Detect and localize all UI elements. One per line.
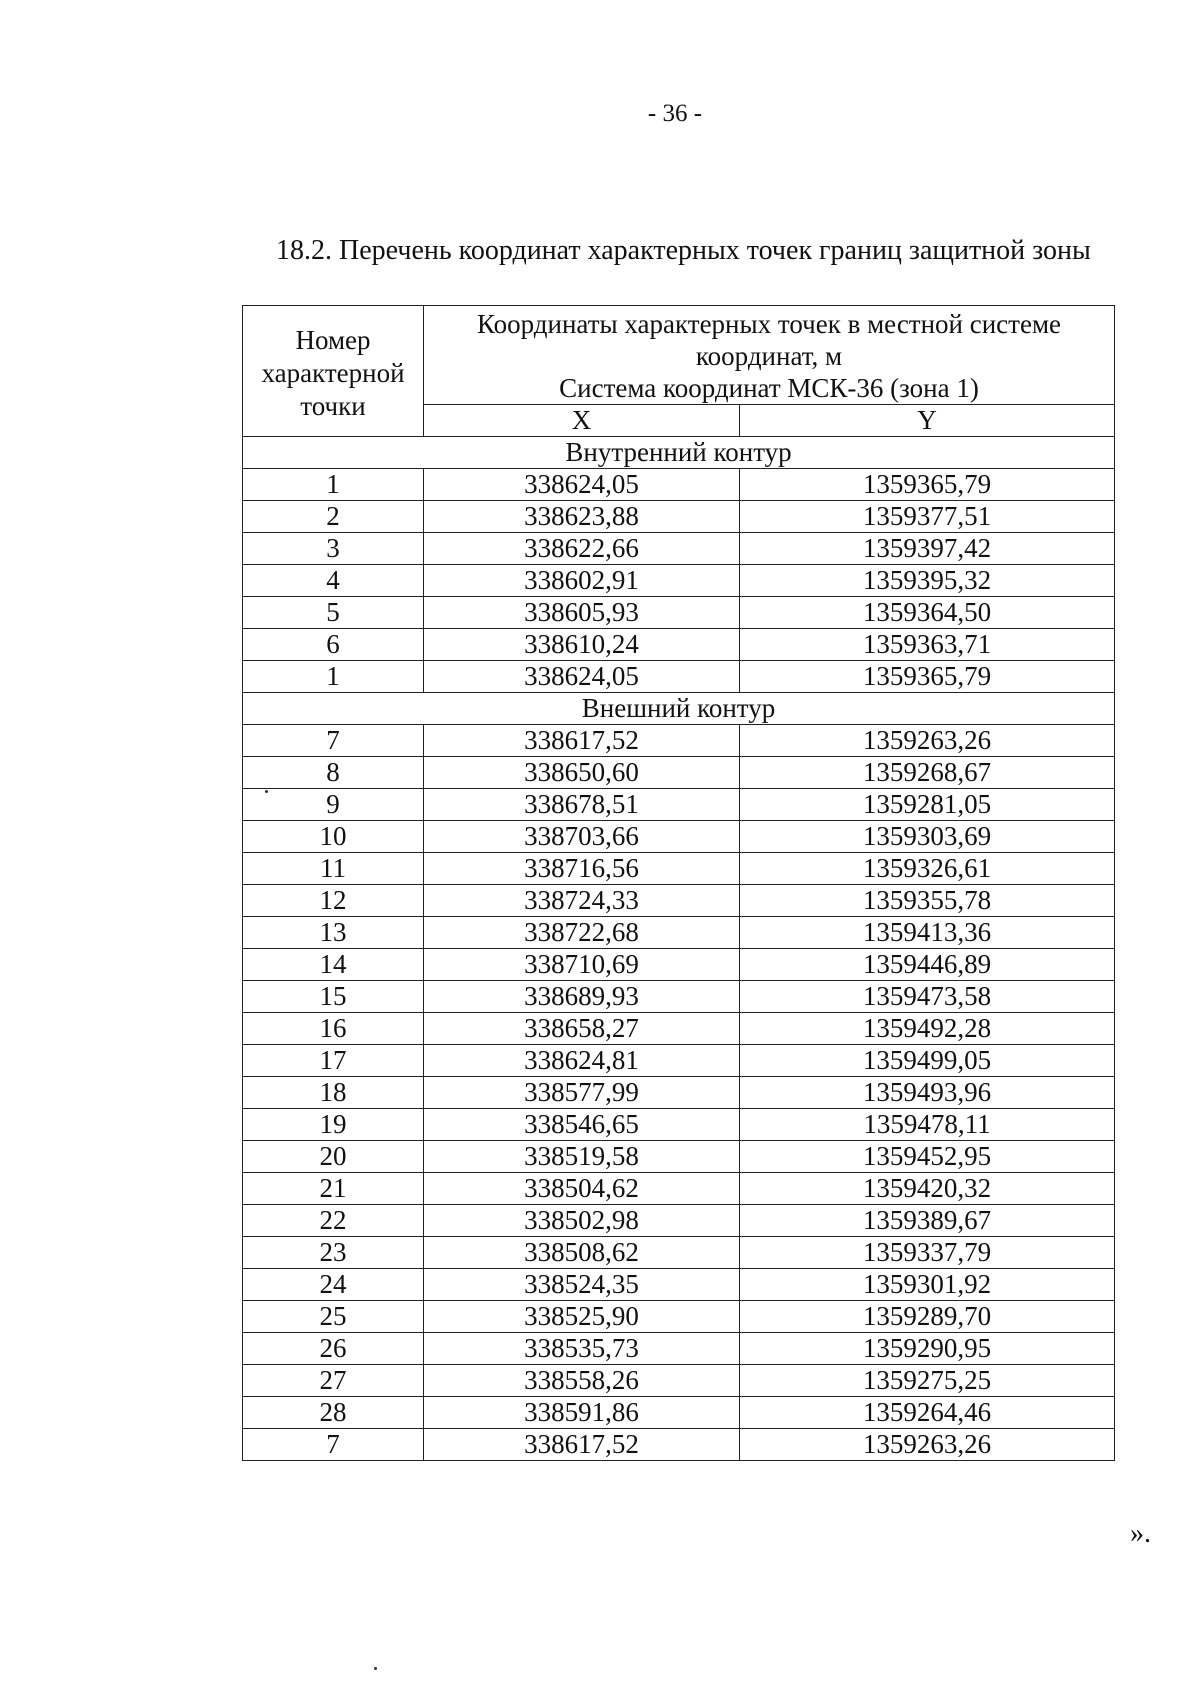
x-coordinate-cell: 338716,56	[424, 853, 740, 885]
y-coordinate-cell: 1359303,69	[740, 821, 1115, 853]
table-row	[243, 565, 1115, 597]
y-coordinate-cell: 1359337,79	[740, 1237, 1115, 1269]
x-coordinate-cell: 338623,88	[424, 501, 740, 533]
x-coordinate-cell: 338504,62	[424, 1173, 740, 1205]
x-coordinate-cell: 338591,86	[424, 1397, 740, 1429]
x-coordinate-cell: 338605,93	[424, 597, 740, 629]
table-row	[243, 1205, 1115, 1237]
x-coordinate-cell: 338524,35	[424, 1269, 740, 1301]
table-row	[243, 885, 1115, 917]
table-row	[243, 629, 1115, 661]
y-coordinate-cell: 1359397,42	[740, 533, 1115, 565]
y-coordinate-cell: 1359290,95	[740, 1333, 1115, 1365]
x-coordinate-cell: 338519,58	[424, 1141, 740, 1173]
point-number-cell: 10	[243, 821, 424, 853]
y-coordinate-cell: 1359493,96	[740, 1077, 1115, 1109]
y-coordinate-cell: 1359395,32	[740, 565, 1115, 597]
y-coordinate-cell: 1359264,46	[740, 1397, 1115, 1429]
x-coordinate-cell: 338577,99	[424, 1077, 740, 1109]
point-number-cell: 4	[243, 565, 424, 597]
section-title: Внутренний контур	[243, 437, 1115, 469]
y-coordinate-cell: 1359268,67	[740, 757, 1115, 789]
table-row	[243, 853, 1115, 885]
point-number-cell: 20	[243, 1141, 424, 1173]
y-coordinate-cell: 1359452,95	[740, 1141, 1115, 1173]
point-number-cell: 1	[243, 661, 424, 693]
x-coordinate-cell: 338558,26	[424, 1365, 740, 1397]
table-body	[243, 437, 1115, 1461]
point-number-cell: 23	[243, 1237, 424, 1269]
y-coordinate-cell: 1359492,28	[740, 1013, 1115, 1045]
y-coordinate-cell: 1359364,50	[740, 597, 1115, 629]
y-coordinate-cell: 1359365,79	[740, 661, 1115, 693]
x-coordinate-cell: 338624,81	[424, 1045, 740, 1077]
y-coordinate-cell: 1359281,05	[740, 789, 1115, 821]
point-number-cell: 21	[243, 1173, 424, 1205]
table-row	[243, 789, 1115, 821]
x-coordinate-cell: 338658,27	[424, 1013, 740, 1045]
point-number-cell: 2	[243, 501, 424, 533]
table-row	[243, 981, 1115, 1013]
point-number-cell: 27	[243, 1365, 424, 1397]
point-number-cell: 18	[243, 1077, 424, 1109]
point-number-cell: 6	[243, 629, 424, 661]
x-coordinate-cell: 338610,24	[424, 629, 740, 661]
point-number-cell: 25	[243, 1301, 424, 1333]
x-coordinate-cell: 338546,65	[424, 1109, 740, 1141]
x-coordinate-cell: 338624,05	[424, 661, 740, 693]
page-number: - 36 -	[647, 100, 703, 127]
x-coordinate-cell: 338722,68	[424, 917, 740, 949]
point-number-cell: 24	[243, 1269, 424, 1301]
table-row	[243, 1077, 1115, 1109]
y-coordinate-cell: 1359363,71	[740, 629, 1115, 661]
table-row	[243, 821, 1115, 853]
table-row	[243, 725, 1115, 757]
table-row	[243, 1173, 1115, 1205]
scan-speck	[265, 790, 268, 793]
section-title: Внешний контур	[243, 693, 1115, 725]
x-coordinate-cell: 338624,05	[424, 469, 740, 501]
table-header	[243, 306, 1115, 437]
x-coordinate-cell: 338650,60	[424, 757, 740, 789]
table-row	[243, 533, 1115, 565]
table-row	[243, 949, 1115, 981]
x-coordinate-cell: 338703,66	[424, 821, 740, 853]
coordinates-table	[242, 305, 1115, 1461]
closing-mark: ».	[1130, 1518, 1151, 1549]
table-row	[243, 501, 1115, 533]
x-coordinate-cell: 338617,52	[424, 1429, 740, 1461]
table-row	[243, 1301, 1115, 1333]
coordinates-header	[424, 306, 1115, 405]
x-coordinate-cell: 338724,33	[424, 885, 740, 917]
y-coordinate-cell: 1359301,92	[740, 1269, 1115, 1301]
table-row	[243, 1109, 1115, 1141]
section-row	[243, 693, 1115, 725]
point-number-cell: 13	[243, 917, 424, 949]
table-row	[243, 1013, 1115, 1045]
point-number-cell: 12	[243, 885, 424, 917]
x-coordinate-cell: 338602,91	[424, 565, 740, 597]
point-number-cell: 19	[243, 1109, 424, 1141]
table-row	[243, 1333, 1115, 1365]
y-column-header: Y	[740, 405, 1115, 437]
x-coordinate-cell: 338525,90	[424, 1301, 740, 1333]
x-coordinate-cell: 338689,93	[424, 981, 740, 1013]
y-coordinate-cell: 1359365,79	[740, 469, 1115, 501]
point-number-cell: 17	[243, 1045, 424, 1077]
table-row	[243, 661, 1115, 693]
point-number-cell: 3	[243, 533, 424, 565]
table-row	[243, 1429, 1115, 1461]
y-coordinate-cell: 1359420,32	[740, 1173, 1115, 1205]
y-coordinate-cell: 1359499,05	[740, 1045, 1115, 1077]
y-coordinate-cell: 1359263,26	[740, 725, 1115, 757]
point-number-header: Номер характерной точки	[243, 306, 424, 437]
table-row	[243, 1397, 1115, 1429]
section-heading: 18.2. Перечень координат характерных точек границ защитной зоны	[276, 235, 1091, 266]
y-coordinate-cell: 1359263,26	[740, 1429, 1115, 1461]
table-row	[243, 469, 1115, 501]
coordinates-header-title: Координаты характерных точек в местной системе координат, м	[476, 309, 1062, 371]
point-number-cell: 7	[243, 1429, 424, 1461]
point-number-cell: 7	[243, 725, 424, 757]
table-row	[243, 757, 1115, 789]
x-coordinate-cell: 338535,73	[424, 1333, 740, 1365]
table-row	[243, 1269, 1115, 1301]
x-coordinate-cell: 338622,66	[424, 533, 740, 565]
y-coordinate-cell: 1359473,58	[740, 981, 1115, 1013]
point-number-cell: 28	[243, 1397, 424, 1429]
section-row	[243, 437, 1115, 469]
y-coordinate-cell: 1359413,36	[740, 917, 1115, 949]
point-number-cell: 9	[243, 789, 424, 821]
point-number-cell: 5	[243, 597, 424, 629]
point-number-cell: 15	[243, 981, 424, 1013]
y-coordinate-cell: 1359355,78	[740, 885, 1115, 917]
x-coordinate-cell: 338617,52	[424, 725, 740, 757]
coordinate-system-label: Система координат МСК-36 (зона 1)	[559, 373, 979, 403]
x-coordinate-cell: 338678,51	[424, 789, 740, 821]
point-number-cell: 1	[243, 469, 424, 501]
table-row	[243, 1045, 1115, 1077]
point-number-cell: 26	[243, 1333, 424, 1365]
y-coordinate-cell: 1359326,61	[740, 853, 1115, 885]
point-number-cell: 22	[243, 1205, 424, 1237]
y-coordinate-cell: 1359446,89	[740, 949, 1115, 981]
scan-speck	[374, 1667, 377, 1670]
table-row	[243, 917, 1115, 949]
y-coordinate-cell: 1359275,25	[740, 1365, 1115, 1397]
table-row	[243, 1141, 1115, 1173]
y-coordinate-cell: 1359478,11	[740, 1109, 1115, 1141]
point-number-cell: 8	[243, 757, 424, 789]
x-coordinate-cell: 338502,98	[424, 1205, 740, 1237]
y-coordinate-cell: 1359289,70	[740, 1301, 1115, 1333]
point-number-cell: 16	[243, 1013, 424, 1045]
point-number-cell: 11	[243, 853, 424, 885]
x-coordinate-cell: 338508,62	[424, 1237, 740, 1269]
point-number-cell: 14	[243, 949, 424, 981]
y-coordinate-cell: 1359377,51	[740, 501, 1115, 533]
table-row	[243, 1237, 1115, 1269]
x-column-header: X	[424, 405, 740, 437]
table-row	[243, 597, 1115, 629]
x-coordinate-cell: 338710,69	[424, 949, 740, 981]
table-row	[243, 1365, 1115, 1397]
y-coordinate-cell: 1359389,67	[740, 1205, 1115, 1237]
